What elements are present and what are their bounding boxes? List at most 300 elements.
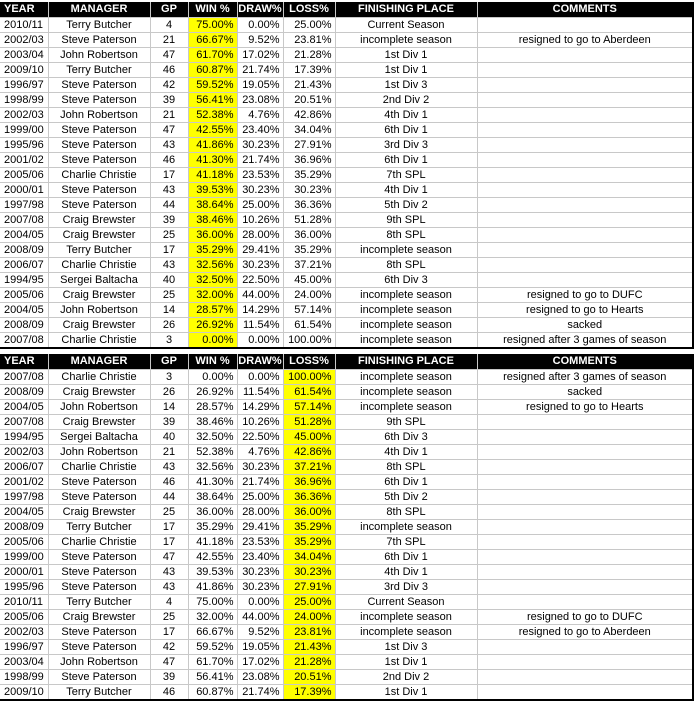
cell-year[interactable]: 2009/10 [0,685,48,701]
cell-loss[interactable]: 25.00% [283,595,335,610]
cell-draw[interactable]: 30.23% [237,183,283,198]
cell-finish[interactable]: incomplete season [335,370,477,385]
cell-finish[interactable]: 6th Div 1 [335,123,477,138]
cell-comments[interactable] [477,595,693,610]
cell-win[interactable]: 35.29% [188,520,237,535]
cell-manager[interactable]: Steve Paterson [48,580,150,595]
cell-year[interactable]: 2002/03 [0,445,48,460]
cell-gp[interactable]: 46 [150,153,188,168]
cell-loss[interactable]: 24.00% [283,610,335,625]
cell-manager[interactable]: John Robertson [48,655,150,670]
cell-comments[interactable] [477,18,693,33]
cell-loss[interactable]: 37.21% [283,460,335,475]
cell-year[interactable]: 2002/03 [0,33,48,48]
cell-loss[interactable]: 20.51% [283,93,335,108]
cell-gp[interactable]: 26 [150,318,188,333]
cell-manager[interactable]: Steve Paterson [48,123,150,138]
cell-gp[interactable]: 42 [150,640,188,655]
cell-draw[interactable]: 25.00% [237,198,283,213]
cell-win[interactable]: 52.38% [188,108,237,123]
cell-win[interactable]: 32.56% [188,258,237,273]
cell-finish[interactable]: 1st Div 1 [335,63,477,78]
cell-draw[interactable]: 23.08% [237,93,283,108]
cell-draw[interactable]: 30.23% [237,138,283,153]
cell-win[interactable]: 35.29% [188,243,237,258]
cell-loss[interactable]: 42.86% [283,108,335,123]
cell-gp[interactable]: 17 [150,243,188,258]
cell-gp[interactable]: 42 [150,78,188,93]
header-draw[interactable]: DRAW% [237,354,283,370]
cell-finish[interactable]: 4th Div 1 [335,445,477,460]
cell-manager[interactable]: Steve Paterson [48,490,150,505]
cell-gp[interactable]: 21 [150,445,188,460]
cell-loss[interactable]: 27.91% [283,580,335,595]
cell-manager[interactable]: Steve Paterson [48,138,150,153]
cell-year[interactable]: 2002/03 [0,108,48,123]
cell-comments[interactable]: resigned to go to Hearts [477,400,693,415]
cell-win[interactable]: 39.53% [188,565,237,580]
cell-win[interactable]: 59.52% [188,78,237,93]
cell-win[interactable]: 41.86% [188,138,237,153]
cell-year[interactable]: 2008/09 [0,385,48,400]
header-win[interactable]: WIN % [188,2,237,18]
cell-comments[interactable] [477,108,693,123]
header-loss[interactable]: LOSS% [283,2,335,18]
cell-draw[interactable]: 21.74% [237,153,283,168]
cell-gp[interactable]: 46 [150,475,188,490]
cell-finish[interactable]: 8th SPL [335,228,477,243]
cell-loss[interactable]: 17.39% [283,63,335,78]
cell-year[interactable]: 1994/95 [0,430,48,445]
cell-gp[interactable]: 21 [150,108,188,123]
cell-loss[interactable]: 45.00% [283,273,335,288]
cell-manager[interactable]: Charlie Christie [48,168,150,183]
cell-gp[interactable]: 47 [150,123,188,138]
cell-gp[interactable]: 4 [150,18,188,33]
header-draw[interactable]: DRAW% [237,2,283,18]
cell-draw[interactable]: 23.53% [237,535,283,550]
cell-loss[interactable]: 37.21% [283,258,335,273]
cell-win[interactable]: 75.00% [188,18,237,33]
cell-gp[interactable]: 3 [150,333,188,349]
cell-draw[interactable]: 17.02% [237,48,283,63]
cell-finish[interactable]: 1st Div 1 [335,685,477,701]
cell-comments[interactable] [477,460,693,475]
cell-loss[interactable]: 57.14% [283,303,335,318]
header-gp[interactable]: GP [150,2,188,18]
cell-finish[interactable]: incomplete season [335,303,477,318]
cell-loss[interactable]: 30.23% [283,183,335,198]
cell-loss[interactable]: 21.43% [283,640,335,655]
cell-win[interactable]: 38.64% [188,490,237,505]
cell-manager[interactable]: Craig Brewster [48,213,150,228]
header-year[interactable]: YEAR [0,2,48,18]
cell-loss[interactable]: 27.91% [283,138,335,153]
cell-loss[interactable]: 23.81% [283,33,335,48]
cell-comments[interactable] [477,640,693,655]
cell-year[interactable]: 2001/02 [0,153,48,168]
cell-year[interactable]: 1998/99 [0,670,48,685]
cell-gp[interactable]: 40 [150,430,188,445]
cell-gp[interactable]: 4 [150,595,188,610]
cell-loss[interactable]: 21.28% [283,48,335,63]
cell-loss[interactable]: 36.36% [283,490,335,505]
cell-comments[interactable]: resigned after 3 games of season [477,333,693,349]
cell-comments[interactable] [477,183,693,198]
cell-manager[interactable]: Terry Butcher [48,18,150,33]
cell-finish[interactable]: 1st Div 1 [335,48,477,63]
cell-draw[interactable]: 11.54% [237,318,283,333]
cell-comments[interactable] [477,550,693,565]
cell-year[interactable]: 2000/01 [0,183,48,198]
cell-win[interactable]: 0.00% [188,333,237,349]
header-win[interactable]: WIN % [188,354,237,370]
cell-finish[interactable]: incomplete season [335,400,477,415]
cell-loss[interactable]: 61.54% [283,385,335,400]
cell-draw[interactable]: 28.00% [237,505,283,520]
cell-manager[interactable]: Steve Paterson [48,475,150,490]
cell-loss[interactable]: 45.00% [283,430,335,445]
cell-loss[interactable]: 34.04% [283,123,335,138]
cell-loss[interactable]: 61.54% [283,318,335,333]
cell-comments[interactable] [477,153,693,168]
cell-manager[interactable]: Steve Paterson [48,33,150,48]
cell-finish[interactable]: Current Season [335,18,477,33]
cell-gp[interactable]: 39 [150,213,188,228]
cell-draw[interactable]: 19.05% [237,78,283,93]
cell-gp[interactable]: 25 [150,610,188,625]
cell-finish[interactable]: 7th SPL [335,168,477,183]
cell-year[interactable]: 2003/04 [0,48,48,63]
cell-comments[interactable] [477,243,693,258]
cell-finish[interactable]: incomplete season [335,385,477,400]
cell-finish[interactable]: 1st Div 1 [335,655,477,670]
cell-finish[interactable]: incomplete season [335,288,477,303]
cell-win[interactable]: 32.50% [188,273,237,288]
cell-comments[interactable] [477,685,693,701]
cell-loss[interactable]: 21.43% [283,78,335,93]
cell-comments[interactable]: sacked [477,318,693,333]
cell-win[interactable]: 36.00% [188,505,237,520]
cell-comments[interactable]: resigned to go to Aberdeen [477,625,693,640]
cell-manager[interactable]: Charlie Christie [48,370,150,385]
cell-gp[interactable]: 43 [150,183,188,198]
cell-finish[interactable]: 6th Div 1 [335,550,477,565]
cell-draw[interactable]: 44.00% [237,610,283,625]
cell-finish[interactable]: incomplete season [335,625,477,640]
cell-manager[interactable]: Craig Brewster [48,228,150,243]
header-comments[interactable]: COMMENTS [477,354,693,370]
cell-win[interactable]: 32.50% [188,430,237,445]
cell-comments[interactable] [477,490,693,505]
cell-year[interactable]: 1999/00 [0,550,48,565]
cell-year[interactable]: 2005/06 [0,168,48,183]
cell-draw[interactable]: 23.08% [237,670,283,685]
cell-year[interactable]: 2008/09 [0,318,48,333]
cell-draw[interactable]: 11.54% [237,385,283,400]
cell-year[interactable]: 1997/98 [0,198,48,213]
cell-year[interactable]: 1999/00 [0,123,48,138]
cell-year[interactable]: 2009/10 [0,63,48,78]
cell-manager[interactable]: Terry Butcher [48,243,150,258]
cell-comments[interactable] [477,228,693,243]
cell-win[interactable]: 32.00% [188,610,237,625]
cell-gp[interactable]: 21 [150,33,188,48]
cell-year[interactable]: 2002/03 [0,625,48,640]
cell-year[interactable]: 2010/11 [0,18,48,33]
cell-draw[interactable]: 4.76% [237,108,283,123]
cell-finish[interactable]: 8th SPL [335,460,477,475]
cell-year[interactable]: 2005/06 [0,535,48,550]
cell-year[interactable]: 2005/06 [0,610,48,625]
cell-draw[interactable]: 22.50% [237,273,283,288]
cell-draw[interactable]: 14.29% [237,303,283,318]
cell-comments[interactable] [477,415,693,430]
cell-finish[interactable]: 1st Div 3 [335,78,477,93]
cell-loss[interactable]: 36.00% [283,505,335,520]
cell-comments[interactable]: resigned to go to Aberdeen [477,33,693,48]
cell-manager[interactable]: Steve Paterson [48,78,150,93]
cell-finish[interactable]: 2nd Div 2 [335,93,477,108]
cell-gp[interactable]: 44 [150,198,188,213]
cell-manager[interactable]: Steve Paterson [48,93,150,108]
cell-manager[interactable]: Steve Paterson [48,198,150,213]
cell-loss[interactable]: 23.81% [283,625,335,640]
cell-year[interactable]: 2007/08 [0,370,48,385]
cell-gp[interactable]: 25 [150,288,188,303]
cell-loss[interactable]: 21.28% [283,655,335,670]
cell-manager[interactable]: Charlie Christie [48,258,150,273]
cell-comments[interactable]: resigned to go to DUFC [477,288,693,303]
cell-finish[interactable]: 4th Div 1 [335,108,477,123]
cell-manager[interactable]: Craig Brewster [48,505,150,520]
cell-comments[interactable] [477,78,693,93]
cell-manager[interactable]: Charlie Christie [48,460,150,475]
cell-win[interactable]: 60.87% [188,685,237,701]
cell-draw[interactable]: 23.53% [237,168,283,183]
cell-comments[interactable]: resigned to go to Hearts [477,303,693,318]
cell-manager[interactable]: Steve Paterson [48,153,150,168]
cell-gp[interactable]: 44 [150,490,188,505]
cell-gp[interactable]: 26 [150,385,188,400]
cell-year[interactable]: 1996/97 [0,640,48,655]
cell-finish[interactable]: 5th Div 2 [335,198,477,213]
cell-manager[interactable]: Charlie Christie [48,333,150,349]
cell-comments[interactable] [477,273,693,288]
cell-draw[interactable]: 22.50% [237,430,283,445]
cell-win[interactable]: 60.87% [188,63,237,78]
cell-draw[interactable]: 10.26% [237,213,283,228]
cell-draw[interactable]: 30.23% [237,258,283,273]
cell-comments[interactable]: resigned to go to DUFC [477,610,693,625]
cell-finish[interactable]: 4th Div 1 [335,565,477,580]
cell-year[interactable]: 1998/99 [0,93,48,108]
cell-comments[interactable] [477,580,693,595]
cell-draw[interactable]: 29.41% [237,243,283,258]
cell-draw[interactable]: 21.74% [237,63,283,78]
cell-year[interactable]: 2005/06 [0,288,48,303]
cell-gp[interactable]: 17 [150,535,188,550]
cell-finish[interactable]: incomplete season [335,318,477,333]
cell-comments[interactable] [477,520,693,535]
cell-draw[interactable]: 10.26% [237,415,283,430]
cell-loss[interactable]: 42.86% [283,445,335,460]
cell-manager[interactable]: Steve Paterson [48,565,150,580]
cell-finish[interactable]: 5th Div 2 [335,490,477,505]
cell-draw[interactable]: 28.00% [237,228,283,243]
cell-loss[interactable]: 36.36% [283,198,335,213]
cell-win[interactable]: 28.57% [188,303,237,318]
cell-year[interactable]: 2004/05 [0,228,48,243]
cell-manager[interactable]: Terry Butcher [48,685,150,701]
cell-win[interactable]: 38.46% [188,213,237,228]
cell-manager[interactable]: John Robertson [48,445,150,460]
cell-win[interactable]: 75.00% [188,595,237,610]
cell-year[interactable]: 2000/01 [0,565,48,580]
cell-win[interactable]: 36.00% [188,228,237,243]
cell-gp[interactable]: 47 [150,550,188,565]
cell-year[interactable]: 1994/95 [0,273,48,288]
cell-gp[interactable]: 43 [150,258,188,273]
cell-win[interactable]: 61.70% [188,48,237,63]
cell-gp[interactable]: 14 [150,303,188,318]
cell-gp[interactable]: 39 [150,415,188,430]
cell-year[interactable]: 1997/98 [0,490,48,505]
cell-comments[interactable] [477,93,693,108]
cell-gp[interactable]: 43 [150,138,188,153]
cell-win[interactable]: 38.46% [188,415,237,430]
cell-gp[interactable]: 46 [150,63,188,78]
cell-comments[interactable] [477,48,693,63]
cell-loss[interactable]: 35.29% [283,243,335,258]
cell-win[interactable]: 66.67% [188,33,237,48]
cell-draw[interactable]: 30.23% [237,580,283,595]
cell-win[interactable]: 41.30% [188,475,237,490]
cell-manager[interactable]: Sergei Baltacha [48,273,150,288]
cell-gp[interactable]: 43 [150,565,188,580]
cell-manager[interactable]: Steve Paterson [48,670,150,685]
cell-loss[interactable]: 36.96% [283,475,335,490]
cell-comments[interactable] [477,565,693,580]
cell-gp[interactable]: 3 [150,370,188,385]
cell-draw[interactable]: 23.40% [237,123,283,138]
cell-finish[interactable]: incomplete season [335,243,477,258]
cell-comments[interactable] [477,535,693,550]
cell-year[interactable]: 2006/07 [0,460,48,475]
cell-comments[interactable]: resigned after 3 games of season [477,370,693,385]
cell-win[interactable]: 42.55% [188,550,237,565]
cell-manager[interactable]: Craig Brewster [48,610,150,625]
cell-loss[interactable]: 17.39% [283,685,335,701]
cell-year[interactable]: 2004/05 [0,303,48,318]
cell-finish[interactable]: 8th SPL [335,258,477,273]
cell-manager[interactable]: Craig Brewster [48,288,150,303]
cell-year[interactable]: 2004/05 [0,505,48,520]
cell-draw[interactable]: 9.52% [237,625,283,640]
cell-loss[interactable]: 57.14% [283,400,335,415]
cell-gp[interactable]: 43 [150,580,188,595]
cell-gp[interactable]: 25 [150,505,188,520]
cell-draw[interactable]: 14.29% [237,400,283,415]
cell-comments[interactable] [477,670,693,685]
cell-manager[interactable]: John Robertson [48,303,150,318]
cell-finish[interactable]: 6th Div 1 [335,475,477,490]
cell-comments[interactable] [477,475,693,490]
cell-manager[interactable]: Terry Butcher [48,63,150,78]
header-gp[interactable]: GP [150,354,188,370]
cell-loss[interactable]: 100.00% [283,333,335,349]
cell-loss[interactable]: 100.00% [283,370,335,385]
cell-gp[interactable]: 14 [150,400,188,415]
cell-draw[interactable]: 30.23% [237,565,283,580]
cell-comments[interactable] [477,213,693,228]
header-finish[interactable]: FINISHING PLACE [335,354,477,370]
cell-manager[interactable]: John Robertson [48,108,150,123]
header-manager[interactable]: MANAGER [48,2,150,18]
cell-win[interactable]: 26.92% [188,318,237,333]
cell-manager[interactable]: Charlie Christie [48,535,150,550]
cell-year[interactable]: 2010/11 [0,595,48,610]
cell-finish[interactable]: incomplete season [335,333,477,349]
cell-manager[interactable]: Craig Brewster [48,415,150,430]
cell-manager[interactable]: Steve Paterson [48,550,150,565]
cell-win[interactable]: 32.56% [188,460,237,475]
cell-manager[interactable]: Steve Paterson [48,625,150,640]
header-manager[interactable]: MANAGER [48,354,150,370]
cell-year[interactable]: 2007/08 [0,415,48,430]
cell-loss[interactable]: 35.29% [283,535,335,550]
cell-loss[interactable]: 51.28% [283,213,335,228]
cell-manager[interactable]: John Robertson [48,48,150,63]
cell-year[interactable]: 1995/96 [0,138,48,153]
cell-draw[interactable]: 17.02% [237,655,283,670]
cell-draw[interactable]: 19.05% [237,640,283,655]
cell-manager[interactable]: Craig Brewster [48,318,150,333]
cell-gp[interactable]: 25 [150,228,188,243]
cell-year[interactable]: 2008/09 [0,520,48,535]
cell-draw[interactable]: 4.76% [237,445,283,460]
cell-win[interactable]: 41.86% [188,580,237,595]
cell-finish[interactable]: 6th Div 3 [335,273,477,288]
cell-comments[interactable] [477,505,693,520]
cell-win[interactable]: 61.70% [188,655,237,670]
cell-win[interactable]: 52.38% [188,445,237,460]
cell-win[interactable]: 41.18% [188,535,237,550]
cell-finish[interactable]: incomplete season [335,520,477,535]
cell-year[interactable]: 2004/05 [0,400,48,415]
cell-comments[interactable] [477,123,693,138]
cell-win[interactable]: 41.30% [188,153,237,168]
cell-finish[interactable]: incomplete season [335,33,477,48]
cell-year[interactable]: 2007/08 [0,213,48,228]
cell-draw[interactable]: 44.00% [237,288,283,303]
cell-gp[interactable]: 46 [150,685,188,701]
cell-win[interactable]: 56.41% [188,93,237,108]
cell-win[interactable]: 41.18% [188,168,237,183]
cell-loss[interactable]: 35.29% [283,168,335,183]
cell-gp[interactable]: 17 [150,625,188,640]
cell-loss[interactable]: 34.04% [283,550,335,565]
cell-win[interactable]: 66.67% [188,625,237,640]
cell-finish[interactable]: 6th Div 3 [335,430,477,445]
cell-manager[interactable]: Steve Paterson [48,183,150,198]
cell-year[interactable]: 2006/07 [0,258,48,273]
cell-draw[interactable]: 23.40% [237,550,283,565]
cell-gp[interactable]: 39 [150,93,188,108]
cell-gp[interactable]: 47 [150,655,188,670]
cell-finish[interactable]: 9th SPL [335,213,477,228]
cell-gp[interactable]: 40 [150,273,188,288]
